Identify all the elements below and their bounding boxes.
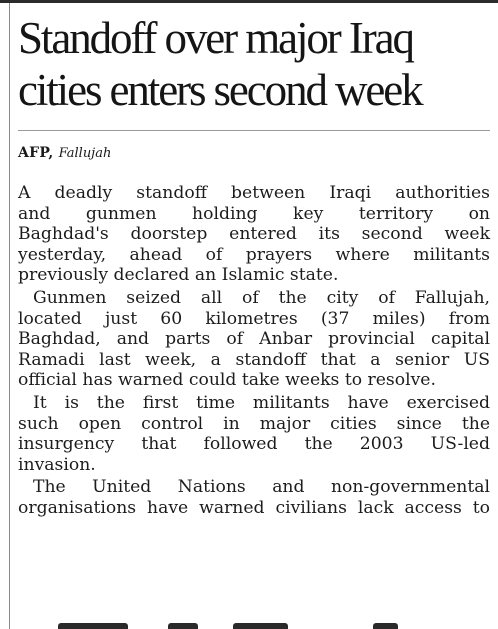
paragraph: [18, 288, 490, 391]
headline-divider: [18, 130, 490, 131]
text-line: previously declared an Islamic state.: [18, 265, 339, 286]
text-line: such open control in major cities since the: [18, 413, 490, 434]
headline: [18, 12, 488, 116]
text-line: located just 60 kilometres (37 miles) from: [18, 308, 490, 329]
byline-agency: AFP,: [18, 145, 54, 161]
byline: [18, 144, 111, 163]
text-line: A deadly standoff between Iraqi authorities: [18, 183, 490, 203]
paragraph: [18, 477, 490, 518]
top-border: [0, 0, 498, 3]
text-line: The United Nations and non-governmental: [33, 477, 490, 498]
text-line: insurgency that followed the 2003 US-led: [18, 434, 490, 455]
cut-off-text-line: [18, 616, 490, 629]
text-line: Baghdad, and parts of Anbar provincial capital: [18, 329, 490, 350]
text-fragment: [58, 623, 128, 629]
text-line: invasion.: [18, 454, 96, 475]
text-fragment: [373, 623, 398, 629]
text-line: and gunmen holding key territory on: [18, 203, 490, 224]
text-fragment: [168, 623, 198, 629]
text-line: Gunmen seized all of the city of Fallujah,: [33, 287, 490, 308]
text-line: Ramadi last week, a standoff that a senior US: [18, 349, 490, 370]
text-line: It is the first time militants have exercised: [33, 392, 490, 413]
byline-place: Fallujah: [58, 146, 112, 161]
headline-line: cities enters second week: [18, 65, 422, 115]
article-body: [18, 183, 490, 521]
paragraph: [18, 183, 490, 286]
column-rule: [9, 3, 10, 629]
text-line: official has warned could take weeks to resolve.: [18, 370, 436, 391]
text-line: organisations have warned civilians lack access to: [18, 497, 490, 518]
headline-line: Standoff over major Iraq: [18, 13, 413, 63]
paragraph: [18, 393, 490, 475]
text-fragment: [233, 623, 288, 629]
text-line: yesterday, ahead of prayers where militants: [18, 244, 490, 265]
text-line: Baghdad's doorstep entered its second week: [18, 224, 490, 245]
